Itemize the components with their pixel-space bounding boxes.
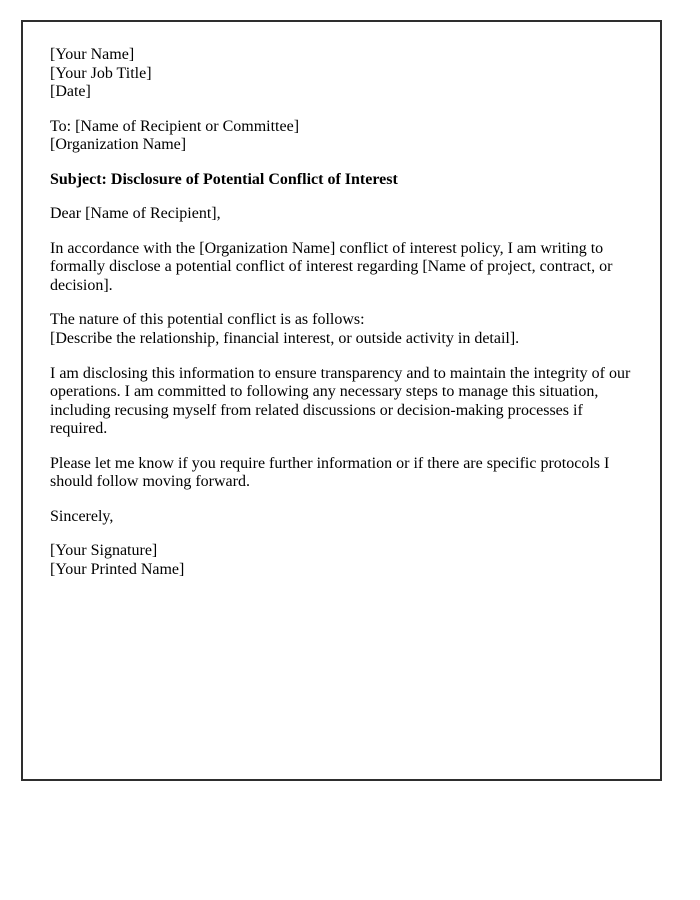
recipient-organization: [Organization Name] xyxy=(50,136,187,154)
sender-name: [Your Name] xyxy=(50,46,135,63)
nature-detail: [Describe the relationship, financial interest, or outside activity in detail]. xyxy=(50,330,520,348)
sender-block xyxy=(50,46,635,102)
nature-block xyxy=(50,311,635,348)
recipient-block xyxy=(50,118,635,155)
commitment-paragraph: I am disclosing this information to ensure transparency and to maintain the integrity of our operations. I am committed to following any necessary steps to manage this situation, including recusing myself from related discussions or decision-making processes if required. xyxy=(50,364,631,438)
closing: Sincerely, xyxy=(50,507,114,525)
letter-content xyxy=(23,22,659,579)
printed-name-placeholder: [Your Printed Name] xyxy=(50,560,185,578)
recipient-to-line: To: [Name of Recipient or Committee] xyxy=(50,117,300,135)
signature-block xyxy=(50,542,635,579)
intro-paragraph: In accordance with the [Organization Name] conflict of interest policy, I am writing to formally disclose a potential conflict of interest regarding [Name of project, contract, or decision]. xyxy=(50,239,613,294)
request-paragraph: Please let me know if you require further information or if there are specific protocols I should follow moving forward. xyxy=(50,454,610,491)
salutation: Dear [Name of Recipient], xyxy=(50,205,221,223)
sender-date: [Date] xyxy=(50,83,91,101)
subject-line: Subject: Disclosure of Potential Conflict of Interest xyxy=(50,170,398,188)
letter-border-frame xyxy=(21,20,662,781)
nature-heading: The nature of this potential conflict is as follows: xyxy=(50,311,365,329)
signature-placeholder: [Your Signature] xyxy=(50,542,158,560)
sender-job-title: [Your Job Title] xyxy=(50,64,152,82)
